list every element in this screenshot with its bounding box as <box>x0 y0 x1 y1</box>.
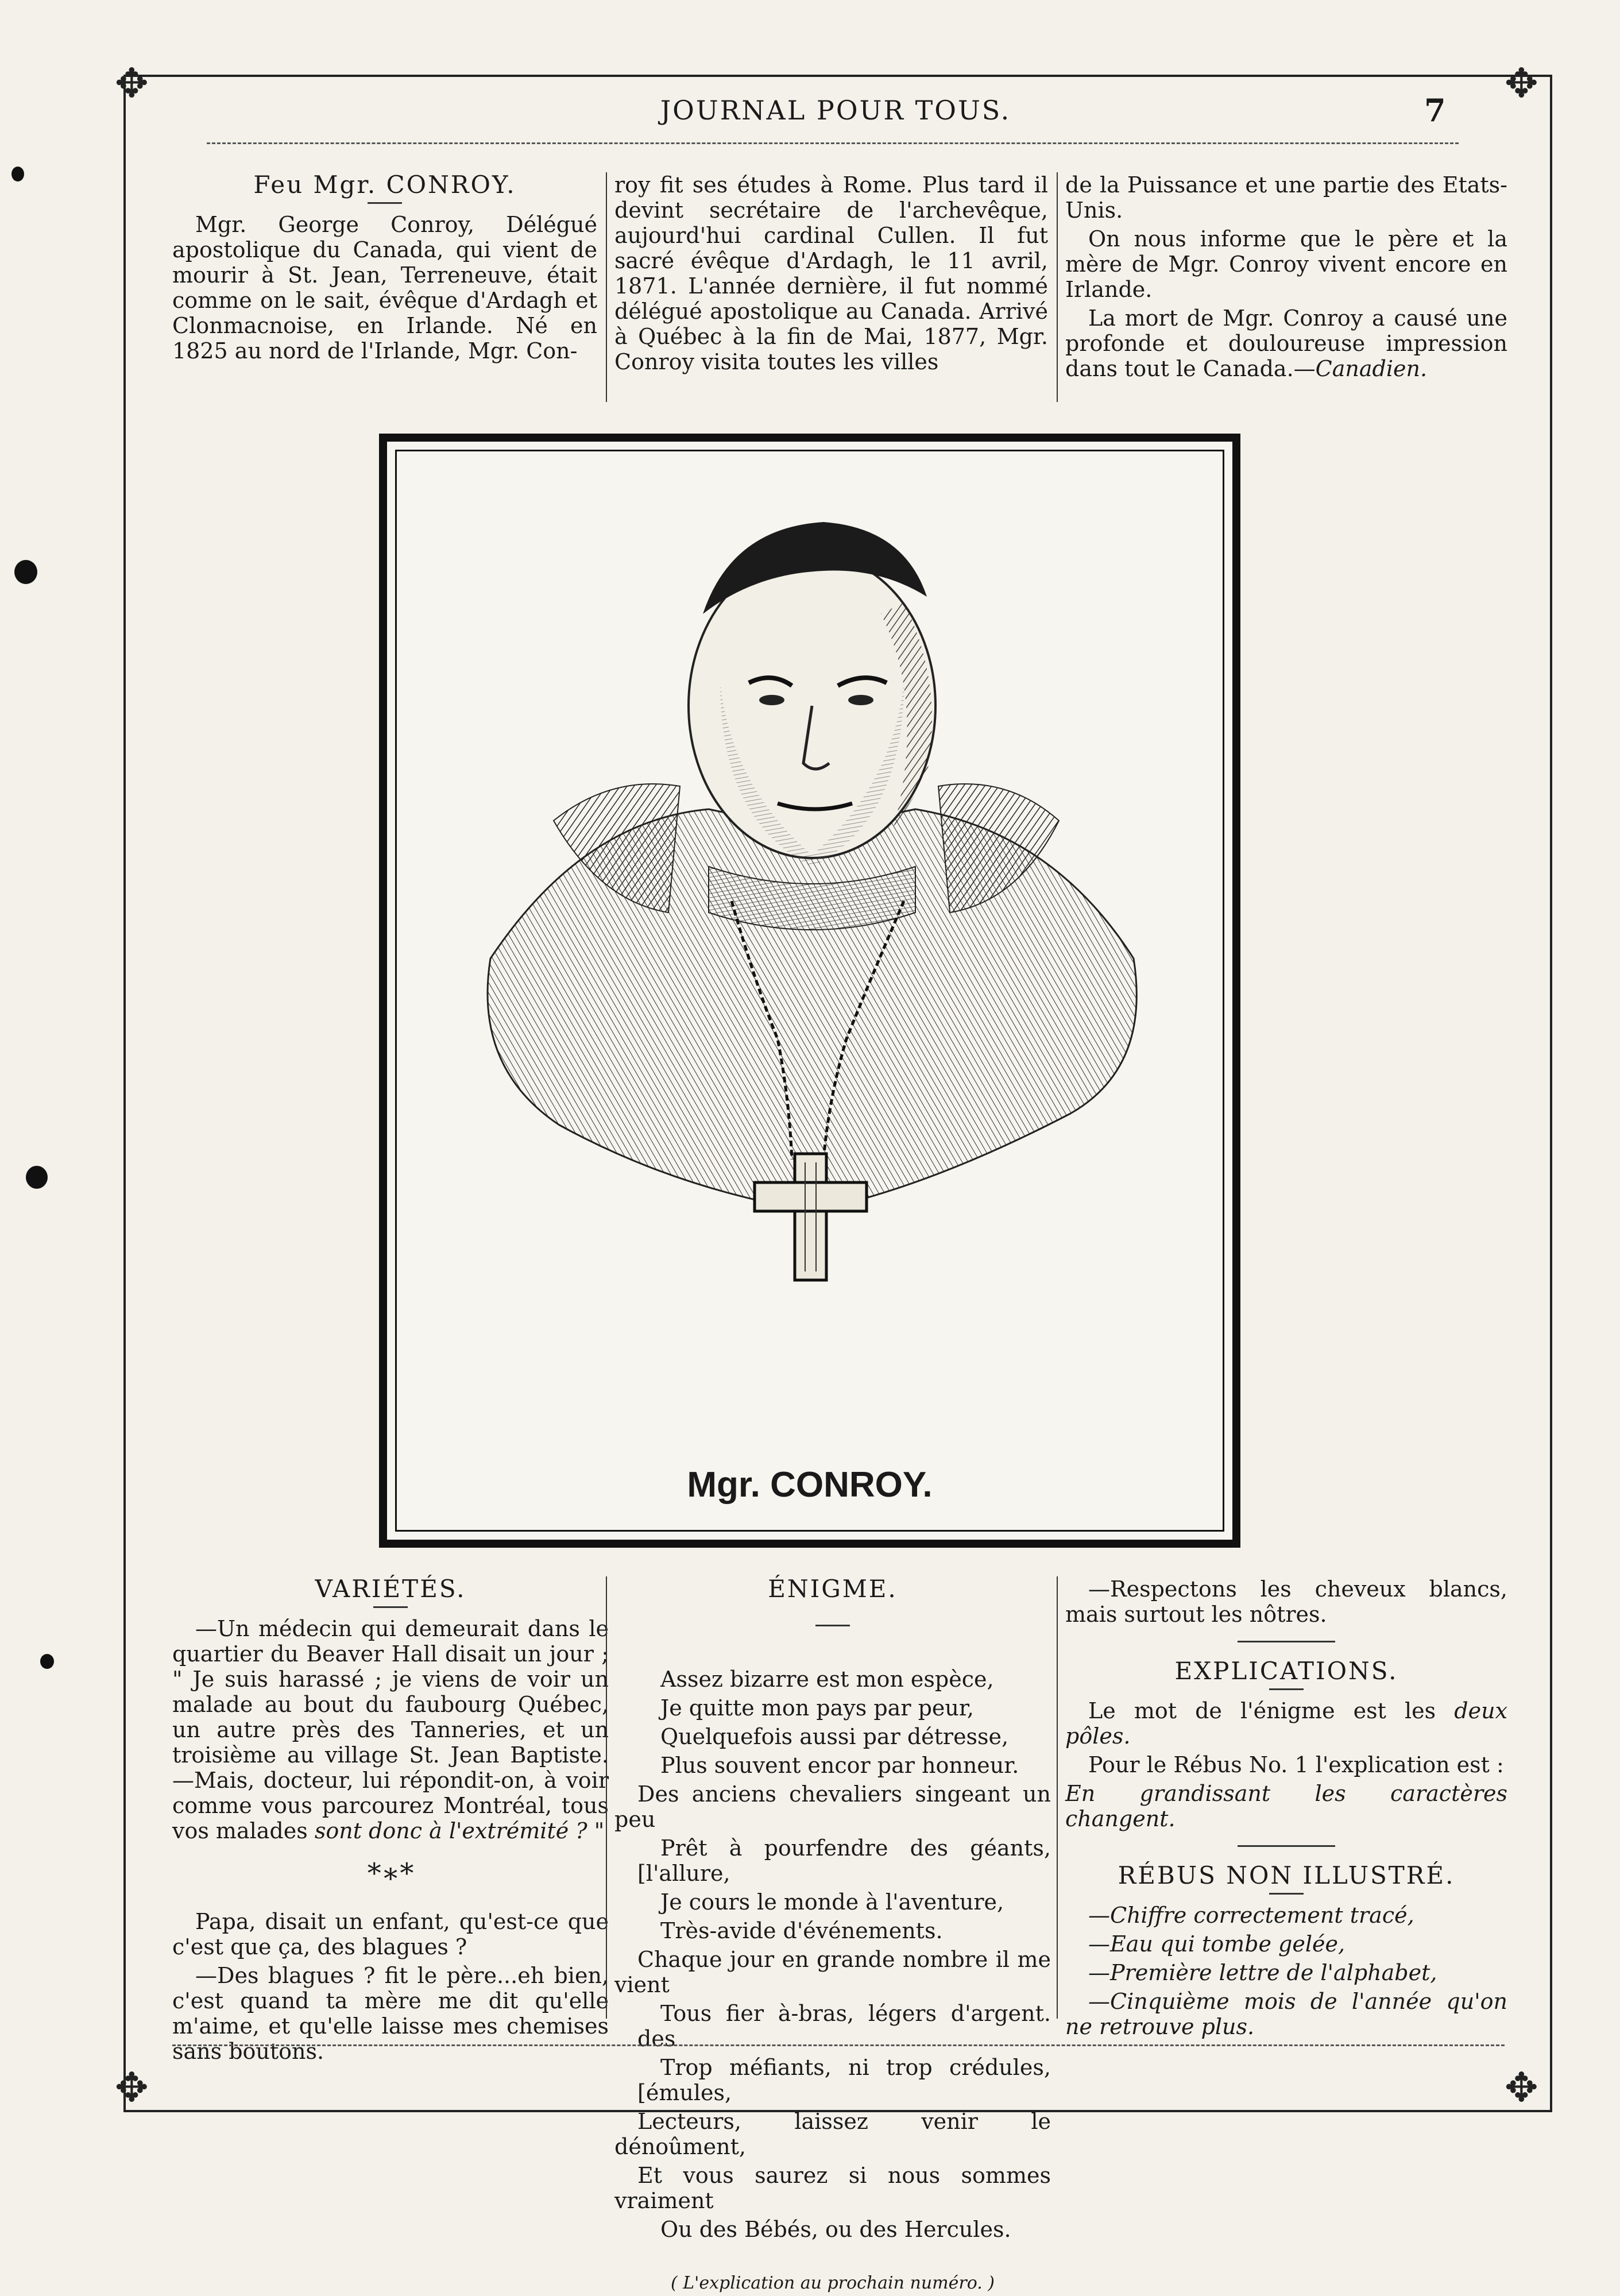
corner-ornament-icon: ✥ <box>115 60 149 107</box>
verse-line: Et vous saurez si nous sommes vraiment <box>614 2163 1051 2213</box>
section-rule <box>1238 1845 1335 1847</box>
verse-line: Très-avide d'événements. <box>660 1918 943 1943</box>
rebus-line: —Cinquième mois de l'année qu'on ne retrouve plus. <box>1065 1989 1507 2039</box>
verse-line: Ou des Bébés, ou des Hercules. <box>660 2217 1011 2242</box>
explication-text: Pour le Rébus No. 1 l'explication est : <box>1088 1752 1504 1777</box>
varietes-column <box>172 1576 609 2067</box>
verse-line: Tous fier à-bras, légers d'argent. des <box>637 2001 1051 2051</box>
varietes-quote-close: " <box>587 1818 605 1843</box>
ink-speck <box>14 560 37 584</box>
explications-title: EXPLICATIONS. <box>1174 1657 1398 1685</box>
obituary-title: Feu Mgr. CONROY. <box>253 171 516 199</box>
corner-ornament-icon: ✥ <box>1505 60 1538 107</box>
obituary-column-1 <box>172 172 597 367</box>
portrait-caption: Mgr. CONROY. <box>687 1465 933 1505</box>
obituary-paragraph: de la Puissance et une partie des Etats-Unis. <box>1065 172 1507 223</box>
title-dash <box>1269 1688 1304 1690</box>
obituary-paragraph: Mgr. George Conroy, Délégué apostolique du Canada, qui vient de mourir à St. Jean, Terreneuve, était comme on le sait, évêque d'Ardagh et Clonmacnoise, en Irlande. Né en 1825 au nord de l'Irlande, Mgr. Con- <box>172 212 597 364</box>
column-rule <box>1057 172 1058 402</box>
right-column <box>1065 1576 1507 2043</box>
header-rule <box>207 142 1459 144</box>
rebus-line: —Eau qui tombe gelée, <box>1088 1931 1346 1957</box>
title-dash <box>1269 1893 1304 1895</box>
source-credit: Canadien. <box>1315 356 1428 381</box>
varietes-paragraph: —Un médecin qui demeurait dans le quartier du Beaver Hall disait un jour ; " Je suis harassé ; je viens de voir un malade au bout du faubourg Québec, un autre près des Tanneries, et un troisième au village St. Jean Baptiste.—Mais, docteur, lui répondit-on, à voir comme vous parcourez Montréal, tous vos malades <box>172 1616 609 1843</box>
obituary-column-3 <box>1065 172 1507 385</box>
verse-line: Prêt à pourfendre des géants, [l'allure, <box>637 1835 1051 1886</box>
portrait-frame <box>379 434 1240 1548</box>
explication-answer: deux pôles. <box>1065 1698 1507 1749</box>
varietes-paragraph: Papa, disait un enfant, qu'est-ce que c'est que ça, des blagues ? <box>172 1909 609 1959</box>
obituary-paragraph: On nous informe que le père et la mère de Mgr. Conroy vivent encore en Irlande. <box>1065 226 1507 302</box>
rebus-line: —Première lettre de l'alphabet, <box>1088 1960 1437 1985</box>
obituary-column-2 <box>614 172 1048 378</box>
explication-text: Le mot de l'énigme est les <box>1088 1698 1436 1723</box>
enigme-column <box>614 1576 1051 2296</box>
verse-line: Plus souvent encor par honneur. <box>660 1753 1019 1778</box>
verse-line: Quelquefois aussi par détresse, <box>660 1724 1009 1749</box>
varietes-paragraph: —Des blagues ? fit le père...eh bien, c'est quand ta mère me dit qu'elle m'aime, et qu'elle laisse mes chemises sans boutons. <box>172 1963 609 2064</box>
journal-title: JOURNAL POUR TOUS. <box>660 95 1011 126</box>
verse-line: Des anciens chevaliers singeant un peu <box>614 1781 1051 1832</box>
ink-speck <box>40 1654 54 1669</box>
enigme-title: ÉNIGME. <box>768 1575 898 1603</box>
asterism: *∗* <box>367 1857 414 1889</box>
ink-speck <box>11 167 24 181</box>
corner-ornament-icon: ✥ <box>115 2064 149 2111</box>
verse-line: Je cours le monde à l'aventure, <box>660 1889 1004 1915</box>
column-rule <box>1057 1576 1058 2019</box>
varietes-title: VARIÉTÉS. <box>315 1575 466 1603</box>
title-dash <box>373 1606 408 1608</box>
verse-line: Lecteurs, laissez venir le dénoûment, <box>614 2109 1051 2159</box>
column-rule <box>606 172 607 402</box>
rebus-line: —Chiffre correctement tracé, <box>1088 1903 1414 1928</box>
title-dash <box>368 202 402 204</box>
page-number: 7 <box>1424 92 1446 129</box>
portrait-engraving <box>410 465 1208 1395</box>
explication-answer: En grandissant les caractères changent. <box>1065 1781 1507 1831</box>
section-rule <box>1238 1641 1335 1642</box>
varietes-italic: sont donc à l'extrémité ? <box>314 1818 587 1843</box>
obituary-paragraph: La mort de Mgr. Conroy a causé une profonde et douloureuse impression dans tout le Canada.— <box>1065 306 1507 381</box>
column-rule <box>606 1576 607 2019</box>
title-dash <box>815 1625 850 1626</box>
verse-line: Je quitte mon pays par peur, <box>660 1695 974 1721</box>
obituary-paragraph: roy fit ses études à Rome. Plus tard il devint secrétaire de l'archevêque, aujourd'hui cardinal Cullen. Il fut sacré évêque d'Ardagh, le 11 avril, 1871. L'année dernière, il fut nommé délégué apostolique au Canada. Arrivé à Québec à la fin de Mai, 1877, Mgr. Conroy visita toutes les villes <box>614 172 1048 374</box>
ink-speck <box>26 1166 48 1189</box>
maxim-paragraph: —Respectons les cheveux blancs, mais surtout les nôtres. <box>1065 1576 1507 1627</box>
rebus-title: RÉBUS NON ILLUSTRÉ. <box>1118 1861 1455 1889</box>
verse-line: Chaque jour en grande nombre il me vient <box>614 1947 1051 1997</box>
footer-rule <box>172 2044 1505 2046</box>
verse-line: Trop méfiants, ni trop crédules, [émules, <box>637 2055 1051 2105</box>
corner-ornament-icon: ✥ <box>1505 2064 1538 2111</box>
enigme-note: ( L'explication au prochain numéro. ) <box>670 2273 995 2293</box>
verse-line: Assez bizarre est mon espèce, <box>660 1667 994 1692</box>
